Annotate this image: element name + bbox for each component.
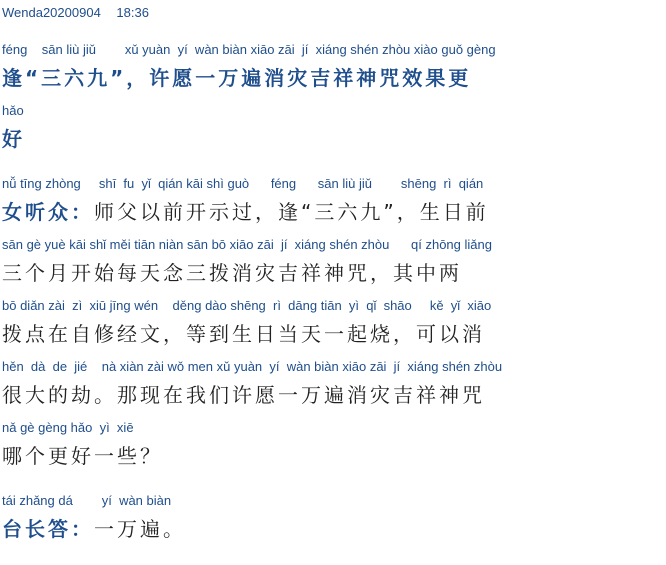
- title-text: 逢“三六九”，许愿一万遍消灾吉祥神咒效果更: [2, 66, 472, 90]
- post-time: 18:36: [116, 5, 149, 20]
- speaker-label: 女听众：: [2, 200, 94, 224]
- title-pinyin: féng sān liù jiǔ xǔ yuàn yí wàn biàn xiāo zāi jí xiáng shén zhòu xiào guǒ gèng: [2, 42, 496, 57]
- title-pinyin: hǎo: [2, 103, 24, 118]
- hanzi-line: 拨点在自修经文，等到生日当天一起烧，可以消: [2, 322, 485, 346]
- hanzi-line: 哪个更好一些？: [2, 444, 163, 468]
- post-header: [2, 5, 161, 20]
- hanzi-line: 很大的劫。那现在我们许愿一万遍消灾吉祥神咒: [2, 383, 485, 407]
- pinyin-line: nǚ tīng zhòng shī fu yǐ qián kāi shì guò féng sān liù jiǔ shēng rì qián: [2, 176, 484, 191]
- pinyin-line: tái zhǎng dá yí wàn biàn: [2, 493, 172, 508]
- hanzi-line: [2, 196, 489, 225]
- pinyin-line: nǎ gè gèng hǎo yì xiē: [2, 420, 134, 435]
- question-text: 师父以前开示过，逢“三六九”，生日前: [94, 200, 489, 224]
- pinyin-line: sān gè yuè kāi shǐ měi tiān niàn sān bō xiāo zāi jí xiáng shén zhòu qí zhōng liǎng: [2, 237, 492, 252]
- title-text: 好: [2, 127, 25, 151]
- author-name: Wenda20200904: [2, 5, 101, 20]
- answer-text: 一万遍。: [94, 517, 186, 541]
- hanzi-line: 三个月开始每天念三拨消灾吉祥神咒，其中两: [2, 261, 462, 285]
- pinyin-line: hěn dà de jié nà xiàn zài wǒ men xǔ yuàn yí wàn biàn xiāo zāi jí xiáng shén zhòu: [2, 359, 503, 374]
- pinyin-line: bō diǎn zài zì xiū jīng wén děng dào shēng rì dāng tiān yì qǐ shāo kě yǐ xiāo: [2, 298, 492, 313]
- hanzi-line: [2, 513, 186, 542]
- speaker-label: 台长答：: [2, 517, 94, 541]
